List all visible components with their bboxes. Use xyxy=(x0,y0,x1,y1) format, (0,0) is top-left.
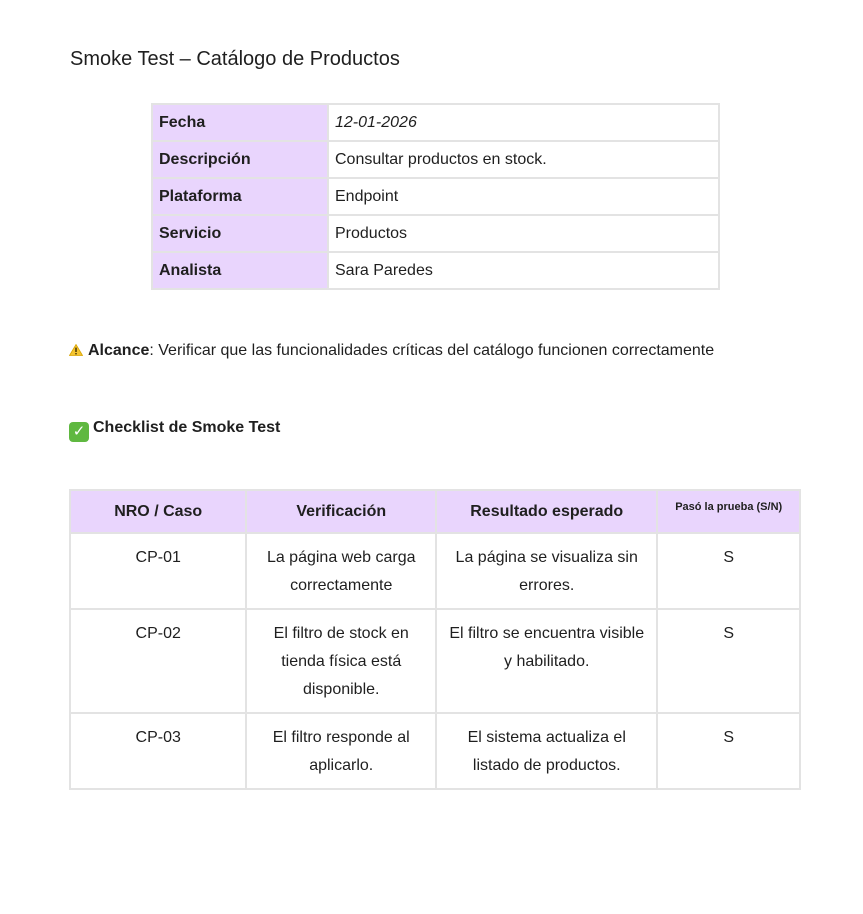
verification-cell: El filtro responde al aplicarlo. xyxy=(246,713,436,789)
info-value-analyst: Sara Paredes xyxy=(328,252,719,289)
scope-label: Alcance xyxy=(88,342,150,359)
table-header-row xyxy=(70,490,800,533)
info-value-service: Productos xyxy=(328,215,719,252)
info-row-service xyxy=(152,215,719,252)
column-header-passed: Pasó la prueba (S/N) xyxy=(657,490,800,533)
case-id-cell: CP-03 xyxy=(70,713,246,789)
info-label: Servicio xyxy=(152,215,328,252)
case-id-cell: CP-02 xyxy=(70,609,246,713)
info-label: Fecha xyxy=(152,104,328,141)
table-row xyxy=(70,533,800,609)
scope-paragraph xyxy=(69,342,714,360)
table-row xyxy=(70,713,800,789)
info-row-platform xyxy=(152,178,719,215)
passed-cell: S xyxy=(657,609,800,713)
column-header-expected: Resultado esperado xyxy=(436,490,657,533)
info-label: Descripción xyxy=(152,141,328,178)
info-row-description xyxy=(152,141,719,178)
info-value-date: 12-01-2026 xyxy=(328,104,719,141)
case-id-cell: CP-01 xyxy=(70,533,246,609)
expected-result-cell: El filtro se encuentra visible y habilitado. xyxy=(436,609,657,713)
info-row-analyst xyxy=(152,252,719,289)
smoke-test-table xyxy=(69,489,801,790)
verification-cell: El filtro de stock en tienda física está disponible. xyxy=(246,609,436,713)
info-label: Analista xyxy=(152,252,328,289)
expected-result-cell: El sistema actualiza el listado de productos. xyxy=(436,713,657,789)
info-row-date xyxy=(152,104,719,141)
check-mark-icon: ✓ xyxy=(69,422,89,442)
column-header-case: NRO / Caso xyxy=(70,490,246,533)
column-header-verification: Verificación xyxy=(246,490,436,533)
passed-cell: S xyxy=(657,713,800,789)
page-title: Smoke Test – Catálogo de Productos xyxy=(70,48,400,70)
passed-cell: S xyxy=(657,533,800,609)
scope-text: : Verificar que las funcionalidades críticas del catálogo funcionen correctamente xyxy=(149,342,715,359)
checklist-heading-text: Checklist de Smoke Test xyxy=(93,419,281,436)
warning-icon xyxy=(69,343,83,355)
table-row xyxy=(70,609,800,713)
info-label: Plataforma xyxy=(152,178,328,215)
info-value-description: Consultar productos en stock. xyxy=(328,141,719,178)
checklist-heading xyxy=(69,419,280,442)
info-table xyxy=(151,103,720,290)
info-value-platform: Endpoint xyxy=(328,178,719,215)
expected-result-cell: La página se visualiza sin errores. xyxy=(436,533,657,609)
verification-cell: La página web carga correctamente xyxy=(246,533,436,609)
